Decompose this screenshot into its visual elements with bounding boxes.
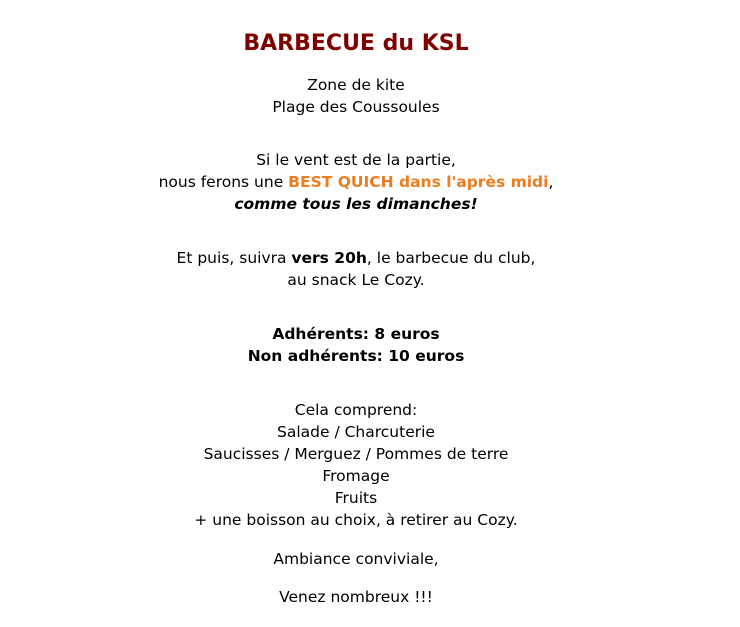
wind-line-2-prefix: nous ferons une <box>158 173 289 191</box>
evening-block <box>0 247 712 291</box>
price-members: Adhérents: 8 euros <box>272 325 440 343</box>
page-title: BARBECUE du KSL <box>243 31 469 56</box>
wind-line-2 <box>0 171 712 193</box>
location-line-2: Plage des Coussoules <box>272 98 440 116</box>
menu-intro: Cela comprend: <box>294 401 418 419</box>
wind-block <box>0 149 712 215</box>
wind-line-3: comme tous les dimanches! <box>234 195 478 213</box>
menu-item: + une boisson au choix, à retirer au Cozy. <box>194 511 518 529</box>
evening-line-1-prefix: Et puis, suivra <box>176 249 292 267</box>
menu-item: Fromage <box>322 467 390 485</box>
prices-block <box>0 323 712 367</box>
price-non-members: Non adhérents: 10 euros <box>247 347 465 365</box>
menu-item: Saucisses / Merguez / Pommes de terre <box>203 445 509 463</box>
closing-text: Venez nombreux !!! <box>279 588 433 606</box>
evening-time: vers 20h <box>291 249 367 267</box>
menu-item: Salade / Charcuterie <box>277 423 435 441</box>
ambiance-text: Ambiance conviviale, <box>273 550 439 568</box>
wind-line-1: Si le vent est de la partie, <box>256 151 456 169</box>
location-line-1: Zone de kite <box>307 76 405 94</box>
best-quich-highlight: BEST QUICH dans l'après midi <box>288 173 549 191</box>
evening-line-2: au snack Le Cozy. <box>287 271 425 289</box>
menu-block <box>0 399 712 531</box>
evening-line-1-suffix: , le barbecue du club, <box>366 249 536 267</box>
location-block <box>0 74 712 118</box>
wind-line-2-suffix: , <box>548 173 554 191</box>
menu-item: Fruits <box>334 489 378 507</box>
evening-line-1 <box>0 247 712 269</box>
